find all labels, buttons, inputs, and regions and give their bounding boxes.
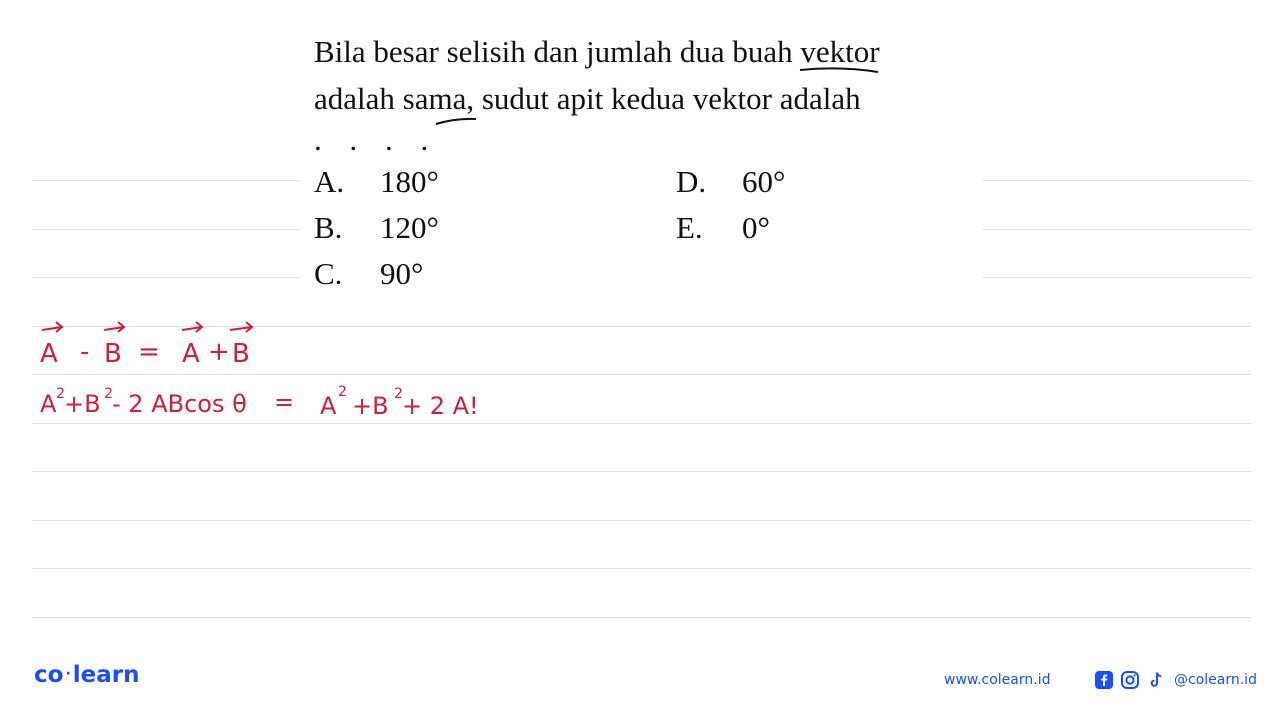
vector-arrow <box>42 322 62 332</box>
question-line-1: Bila besar selisih dan jumlah dua buah vektor <box>314 34 880 69</box>
option-letter: B. <box>314 210 343 245</box>
hw-symbol: = <box>138 337 160 367</box>
hw-exponent: 2 <box>104 386 113 402</box>
logo-separator: · <box>65 666 71 682</box>
option-value: 120° <box>380 210 439 245</box>
option-value: 60° <box>742 164 786 199</box>
option-letter: E. <box>676 210 703 245</box>
vector-arrow <box>104 322 124 332</box>
tiktok-icon[interactable] <box>1146 670 1166 690</box>
option-value: 180° <box>380 164 439 199</box>
hw-exponent: 2 <box>338 384 347 400</box>
hw-symbol: + <box>208 337 230 367</box>
hw-term: - 2 ABcos θ <box>112 390 247 418</box>
hw-term: A <box>320 392 337 420</box>
hw-exponent: 2 <box>394 386 403 402</box>
colearn-logo[interactable] <box>34 662 140 688</box>
question-line-2: adalah sama, sudut apit kedua vektor adalah <box>314 81 861 116</box>
hw-symbol: B <box>232 339 250 369</box>
social-links <box>1094 668 1257 692</box>
hw-equals: = <box>274 388 295 416</box>
logo-text-left: co <box>34 662 64 688</box>
option-value: 90° <box>380 256 424 291</box>
hw-term: A <box>40 390 57 418</box>
underline-stroke <box>800 68 878 72</box>
option-letter: C. <box>314 256 343 291</box>
option-letter: D. <box>676 164 707 199</box>
facebook-icon[interactable] <box>1094 670 1114 690</box>
social-handle[interactable]: @colearn.id <box>1174 672 1257 688</box>
instagram-icon[interactable] <box>1120 670 1140 690</box>
option-value: 0° <box>742 210 770 245</box>
vector-arrow <box>182 322 202 332</box>
hw-symbol: B <box>104 339 122 369</box>
logo-text-right: learn <box>72 662 140 688</box>
hw-exponent: 2 <box>56 386 65 402</box>
handwritten-line-2 <box>40 384 479 420</box>
vector-arrow <box>230 322 252 332</box>
hw-term: +B <box>352 392 389 420</box>
handwritten-line-1 <box>40 322 252 369</box>
hw-symbol: A <box>182 339 200 369</box>
hw-symbol: A <box>40 339 58 369</box>
website-link[interactable]: www.colearn.id <box>944 672 1051 688</box>
question-ellipsis: . . . . <box>314 122 439 157</box>
underline-stroke <box>436 119 476 124</box>
hw-symbol: - <box>80 337 90 367</box>
hw-term: +B <box>64 390 101 418</box>
option-letter: A. <box>314 164 345 199</box>
hw-term: + 2 A! <box>402 392 479 420</box>
